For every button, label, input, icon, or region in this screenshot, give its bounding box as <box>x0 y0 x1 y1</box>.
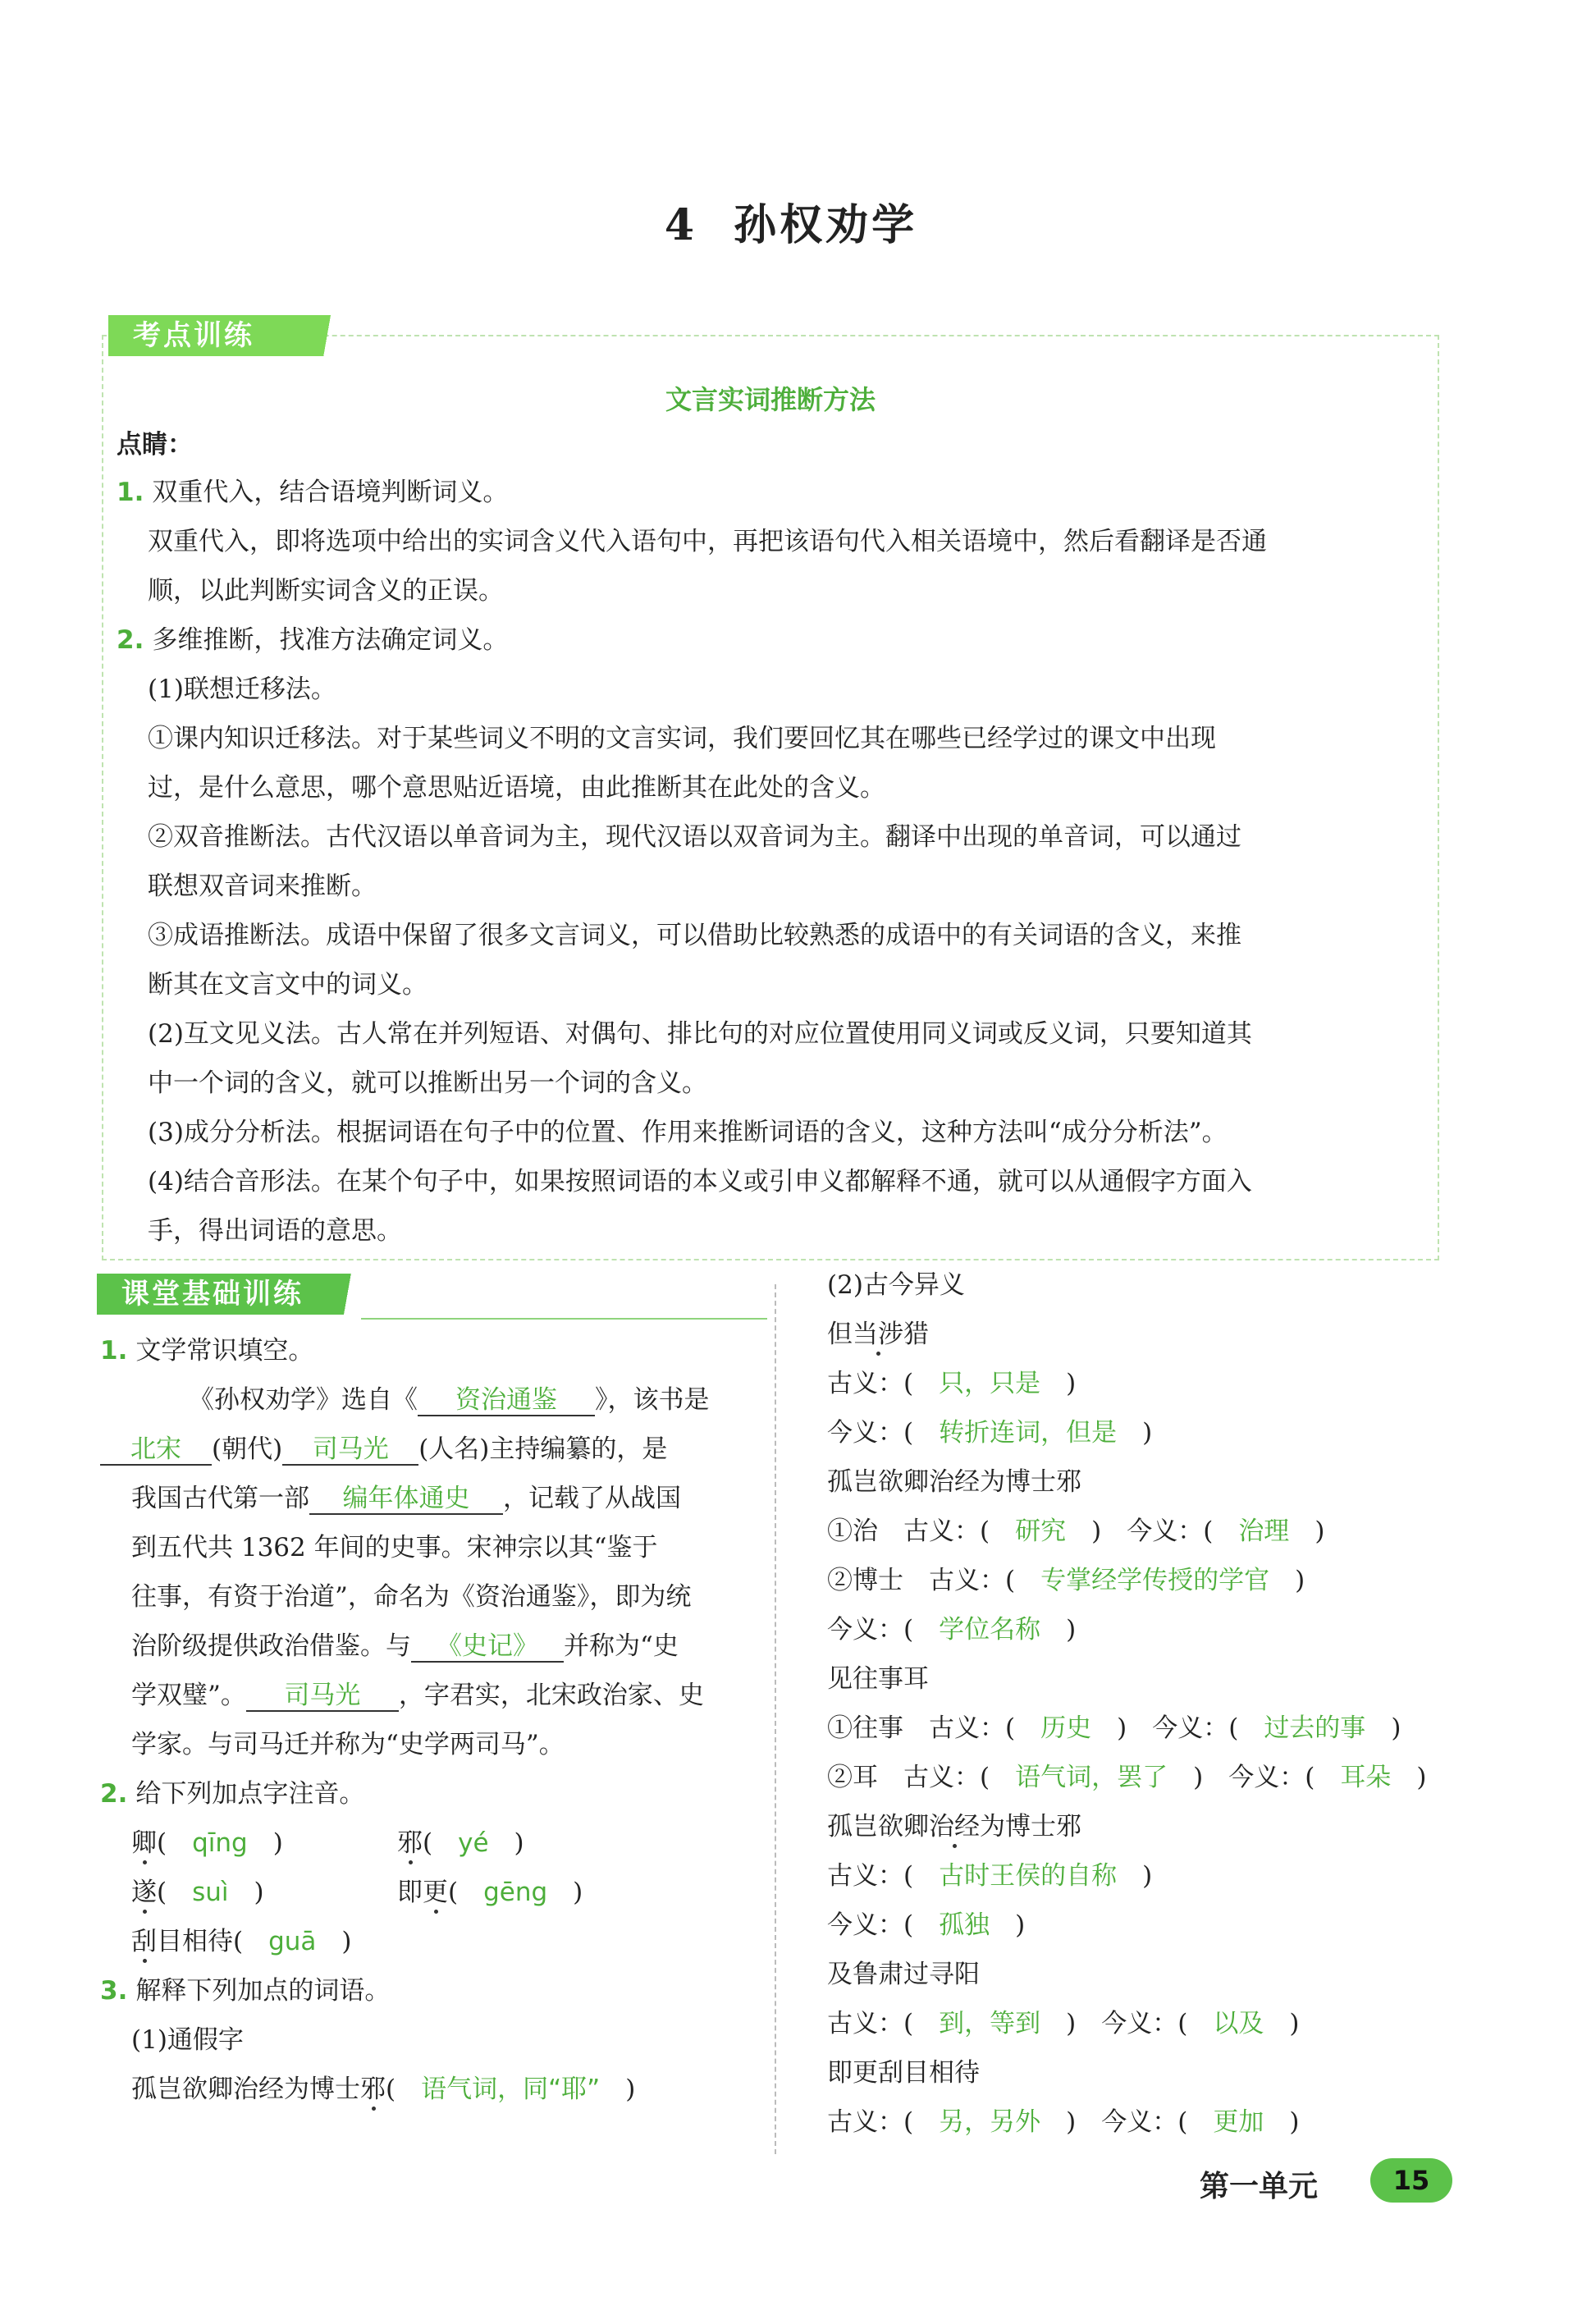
r2a: ①治 古义：( 研究 ) 今义：( 治理 ) <box>827 1517 1325 1546</box>
r2b-new: 今义：( 学位名称 ) <box>827 1615 1077 1645</box>
q1-line-d: 到五代共 1362 年间的史事。宋神宗以其“鉴于 <box>131 1533 658 1562</box>
banner-rule <box>361 1318 767 1320</box>
q3-section-2: (2)古今异义 <box>827 1270 965 1300</box>
page-title <box>0 190 1582 252</box>
r4-old: 古义：( 古时王侯的自称 ) <box>827 1861 1153 1891</box>
unit-label: 第一单元 <box>1200 2170 1319 2203</box>
line-7: 断其在文言文中的词义。 <box>148 970 428 1000</box>
point-1-body-a: 双重代入，即将选项中给出的实词含义代入语句中，再把该语句代入相关语境中，然后看翻译是否通 <box>148 527 1267 556</box>
q2-item-1: 卿( qīng ) <box>131 1828 283 1858</box>
key-points-banner: 考点训练 <box>108 315 379 356</box>
point-2-title: 2. 多维推断，找准方法确定词义。 <box>117 625 509 655</box>
q1-line-g: 学双璧”。 司马光 ，字君实，北宋政治家、史 <box>131 1681 704 1710</box>
q1-title: 1. 文学常识填空。 <box>100 1336 314 1366</box>
point-1-title: 1. 双重代入，结合语境判断词义。 <box>117 478 509 507</box>
q3-s1-item: 孤岂欲卿治经为博士邪( 语气词，同“耶” ) <box>131 2075 636 2104</box>
lesson-number: 4 <box>664 200 698 250</box>
r6-meanings: 古义：( 另，另外 ) 今义：( 更加 ) <box>827 2107 1300 2137</box>
r5-meanings: 古义：( 到，等到 ) 今义：( 以及 ) <box>827 2009 1300 2038</box>
q2-item-2: 邪( yé ) <box>397 1828 524 1858</box>
q1-line-f: 治阶级提供政治借鉴。与 《史记》 并称为“史 <box>131 1631 679 1661</box>
pinyin-5: guā <box>268 1927 317 1956</box>
r2-sentence: 孤岂欲卿治经为博士邪 <box>827 1467 1081 1497</box>
q3-title: 3. 解释下列加点的词语。 <box>100 1976 391 2006</box>
r1-sentence: 但当涉猎 <box>827 1320 929 1349</box>
lesson-title: 孙权劝学 <box>734 200 918 250</box>
r3-sentence: 见往事耳 <box>827 1664 929 1694</box>
pinyin-4: gēng <box>483 1878 548 1907</box>
box-heading: 文言实词推断方法 <box>665 384 876 415</box>
answer-genre: 编年体通史 <box>309 1484 503 1515</box>
line-2: ①课内知识迁移法。对于某些词义不明的文言实词，我们要回忆其在哪些已经学过的课文中出现 <box>148 724 1216 753</box>
column-divider <box>775 1284 776 2154</box>
class-training-banner: 课堂基础训练 <box>97 1274 392 1315</box>
line-1: (1)联想迁移法。 <box>148 675 336 704</box>
answer-author: 司马光 <box>282 1434 418 1466</box>
box-intro: 点睛： <box>117 430 193 460</box>
q2-title: 2. 给下列加点字注音。 <box>100 1779 365 1809</box>
line-4: ②双音推断法。古代汉语以单音词为主，现代汉语以双音词为主。翻译中出现的单音词，可以通过 <box>148 822 1241 852</box>
q3-s1-answer: 语气词，同“耶” <box>421 2075 601 2104</box>
pinyin-1: qīng <box>192 1828 248 1858</box>
r3b: ②耳 古义：( 语气词，罢了 ) 今义：( 耳朵 ) <box>827 1763 1427 1792</box>
q1-line-b: 北宋 (朝代) 司马光 (人名)主持编纂的，是 <box>100 1433 667 1466</box>
r2b: ②博士 古义：( 专掌经学传授的学官 ) <box>827 1566 1305 1595</box>
q2-item-5: 刮目相待( guā ) <box>131 1927 352 1956</box>
q1-line-c: 我国古代第一部 编年体通史 ，记载了从战国 <box>131 1484 681 1513</box>
line-10: (3)成分分析法。根据词语在句子中的位置、作用来推断词语的含义，这种方法叫“成分分析法”。 <box>148 1118 1228 1147</box>
pinyin-2: yé <box>458 1828 489 1858</box>
page-number: 15 <box>1370 2158 1452 2203</box>
q1-line-e: 往事，有资于治道”，命名为《资治通鉴》，即为统 <box>131 1582 692 1612</box>
line-8: (2)互文见义法。古人常在并列短语、对偶句、排比句的对应位置使用同义词或反义词，只要知道其 <box>148 1019 1252 1049</box>
r4-sentence: 孤岂欲卿治经为博士邪 <box>827 1812 1081 1841</box>
line-6: ③成语推断法。成语中保留了很多文言词义，可以借助比较熟悉的成语中的有关词语的含义，来推 <box>148 921 1241 950</box>
q1-line-a: 《孙权劝学》选自《 资治通鉴 》，该书是 <box>189 1385 710 1415</box>
line-11: (4)结合音形法。在某个句子中，如果按照词语的本义或引申义都解释不通，就可以从通假字方面入 <box>148 1167 1252 1196</box>
q2-item-4: 即更( gēng ) <box>397 1878 583 1907</box>
q1-line-h: 学家。与司马迁并称为“史学两司马”。 <box>131 1730 565 1759</box>
answer-shiji: 《史记》 <box>411 1631 564 1663</box>
r1-new: 今义：( 转折连词，但是 ) <box>827 1418 1153 1448</box>
r3a: ①往事 古义：( 历史 ) 今义：( 过去的事 ) <box>827 1713 1401 1743</box>
pinyin-3: suì <box>192 1878 229 1907</box>
line-12: 手，得出词语的意思。 <box>148 1216 402 1246</box>
line-3: 过，是什么意思，哪个意思贴近语境，由此推断其在此处的含义。 <box>148 773 885 803</box>
line-5: 联想双音词来推断。 <box>148 872 377 901</box>
r1-old: 古义：( 只，只是 ) <box>827 1369 1077 1398</box>
point-1-body-b: 顺，以此判断实词含义的正误。 <box>148 576 504 606</box>
answer-sima: 司马光 <box>246 1681 399 1712</box>
r4-new: 今义：( 孤独 ) <box>827 1910 1026 1940</box>
q2-item-3: 遂( suì ) <box>131 1878 264 1907</box>
r6-sentence: 即更刮目相待 <box>827 2058 980 2088</box>
r5-sentence: 及鲁肃过寻阳 <box>827 1960 980 1989</box>
line-9: 中一个词的含义，就可以推断出另一个词的含义。 <box>148 1068 707 1098</box>
q3-section-1: (1)通假字 <box>131 2025 244 2055</box>
answer-dynasty: 北宋 <box>100 1434 212 1466</box>
answer-book: 资治通鉴 <box>418 1385 595 1416</box>
